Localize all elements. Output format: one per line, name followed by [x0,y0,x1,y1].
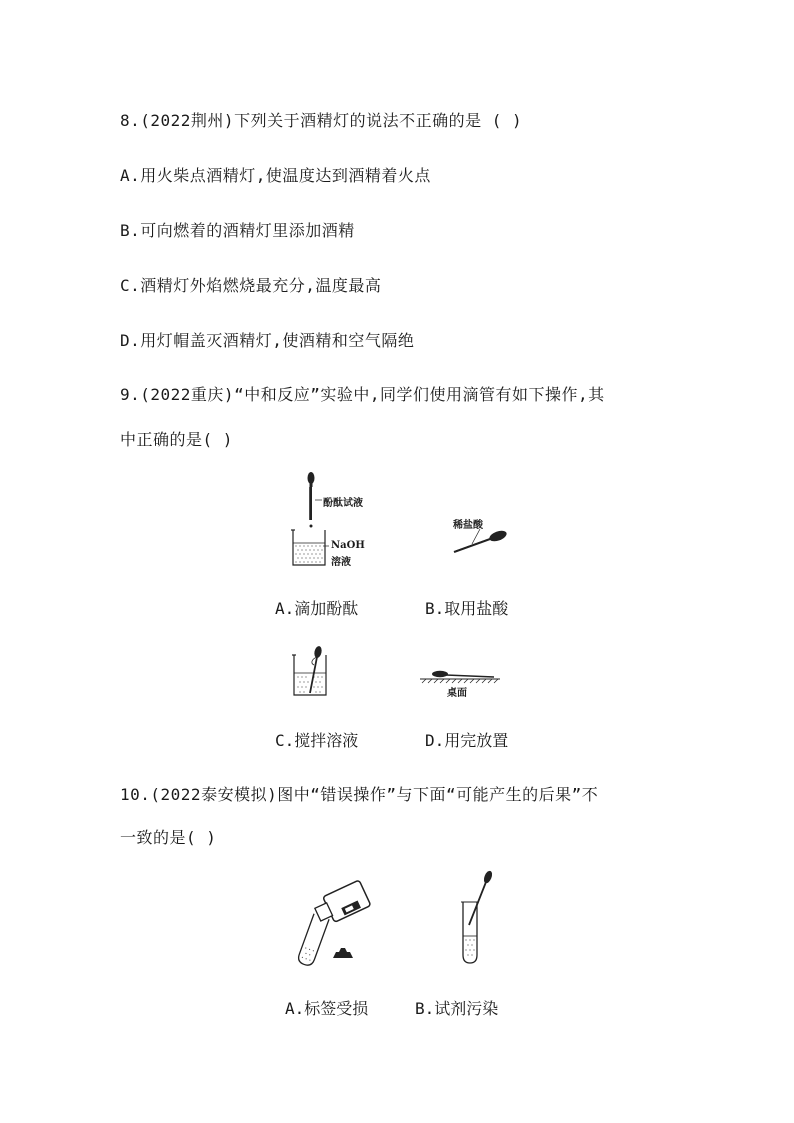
q9-caption-d: D.用完放置 [425,731,509,750]
q9-stem-line1: 9.(2022重庆)“中和反应”实验中,同学们使用滴管有如下操作,其 [120,385,605,404]
q9-caption-c: C.搅拌溶液 [275,731,359,750]
q9-stem-line2: 中正确的是( ) [120,430,233,449]
q9-caption-a: A.滴加酚酞 [275,599,359,618]
q8-option-a: A.用火柴点酒精灯,使温度达到酒精着火点 [120,166,431,185]
label-dilute-hcl: 稀盐酸 [453,520,483,531]
figure-b-dropper-tilted [450,525,520,565]
q10-stem-line1: 10.(2022泰安模拟)图中“错误操作”与下面“可能产生的后果”不 [120,785,599,804]
label-naoh: NaOH [331,540,365,551]
q10-stem-line2: 一致的是( ) [120,828,217,847]
figure-c-stirring-beaker [290,645,340,700]
label-naoh-solution: 溶液 [331,557,351,568]
label-phenolphthalein: 酚酞试液 [323,498,363,509]
q9-caption-b: B.取用盐酸 [425,599,509,618]
q10-caption-a: A.标签受损 [285,999,369,1018]
figure-10a-pouring-bottle [295,880,375,970]
q8-option-b: B.可向燃着的酒精灯里添加酒精 [120,221,355,240]
q10-caption-b: B.试剂污染 [415,999,499,1018]
label-desk: 桌面 [447,688,467,699]
q8-option-d: D.用灯帽盖灭酒精灯,使酒精和空气隔绝 [120,331,415,350]
figure-10b-dropper-test-tube [455,870,505,970]
q8-option-c: C.酒精灯外焰燃烧最充分,温度最高 [120,276,382,295]
q8-stem: 8.(2022荆州)下列关于酒精灯的说法不正确的是 ( ) [120,111,523,130]
